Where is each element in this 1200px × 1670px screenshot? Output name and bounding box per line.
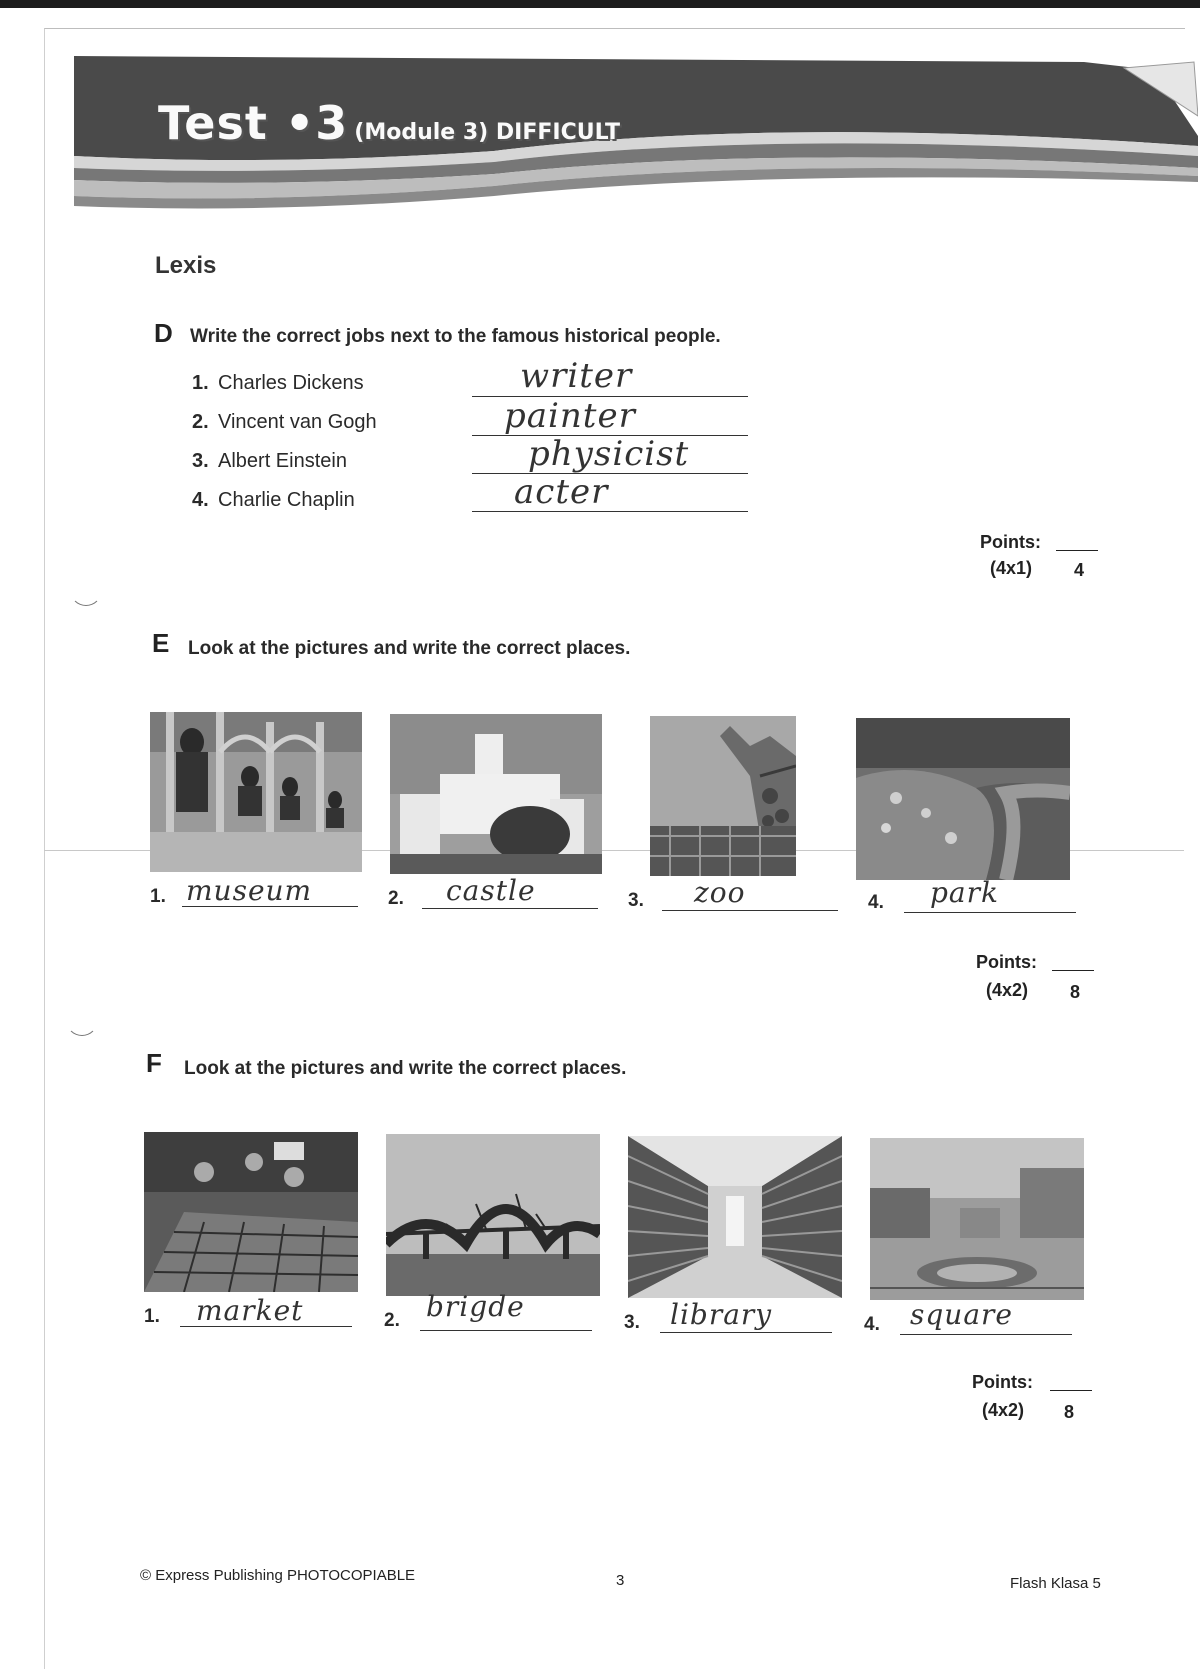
item-number: 3. [628,890,644,911]
square-photo [870,1138,1084,1300]
section-f-letter: F [146,1048,162,1078]
test-subtitle: (Module 3) DIFFICULT [354,120,620,145]
points-label: Points: [976,952,1037,972]
handwritten-answer: brigde [426,1290,525,1323]
section-d-item-2 [192,411,377,434]
handwritten-answer: physicist [528,434,690,474]
giraffe-photo [650,716,796,876]
handwritten-answer: castle [446,874,536,907]
points-score: 8 [1070,982,1081,1002]
handwritten-answer: zoo [694,876,746,909]
answer-line[interactable] [904,912,1076,913]
item-number: 4. [192,489,209,511]
points-label: Points: [972,1372,1033,1392]
section-e-letter: E [152,628,170,658]
person-name: Vincent van Gogh [218,411,377,433]
test-header-banner [74,56,1198,226]
bridge-photo [386,1134,600,1296]
answer-line[interactable] [662,910,838,911]
person-name: Charlie Chaplin [218,489,355,511]
item-number: 4. [868,892,884,913]
points-calc: (4x2) [986,980,1029,1000]
item-number: 4. [864,1314,880,1335]
points-score: 4 [1074,560,1085,580]
item-number: 3. [192,450,209,472]
answer-line[interactable] [422,908,598,909]
answer-line[interactable] [660,1332,832,1333]
section-d-letter: D [154,318,173,348]
section-d-item-4 [192,489,355,512]
market-photo [144,1132,358,1292]
points-blank [1050,1390,1092,1391]
museum-photo [150,712,362,872]
handwritten-answer: writer [520,356,633,396]
answer-line[interactable] [420,1330,592,1331]
item-number: 2. [192,411,209,433]
page-number: 3 [616,1572,625,1589]
item-number: 2. [384,1310,400,1331]
points-blank [1052,970,1094,971]
item-number: 1. [150,886,166,907]
item-number: 2. [388,888,404,909]
footer-course: Flash Klasa 5 [1010,1575,1101,1592]
section-d-instruction: Write the correct jobs next to the famous historical people. [190,326,721,347]
item-number: 1. [192,372,209,394]
handwritten-answer: park [930,876,999,909]
section-e-instruction: Look at the pictures and write the correct places. [188,638,631,659]
points-calc: (4x2) [982,1400,1025,1420]
library-photo [628,1136,842,1298]
scan-top-edge [0,0,1200,8]
points-blank [1056,550,1098,551]
handwritten-answer: market [196,1294,304,1327]
answer-line[interactable] [900,1334,1072,1335]
item-number: 3. [624,1312,640,1333]
footer-copyright: © Express Publishing PHOTOCOPIABLE [140,1567,416,1584]
section-f-instruction: Look at the pictures and write the correct places. [184,1058,627,1079]
person-name: Albert Einstein [218,450,347,472]
points-score: 8 [1064,1402,1075,1422]
handwritten-answer: acter [514,472,609,512]
test-title [158,96,620,150]
section-d-item-3 [192,450,347,473]
handwritten-answer: museum [186,874,313,907]
handwritten-answer: painter [504,396,636,436]
park-photo [856,718,1070,880]
castle-photo [390,714,602,874]
lexis-heading: Lexis [155,252,217,279]
item-number: 1. [144,1306,160,1327]
handwritten-answer: square [910,1298,1013,1331]
points-calc: (4x1) [990,558,1033,578]
person-name: Charles Dickens [218,372,364,394]
points-label: Points: [980,532,1041,552]
test-number: Test •3 [158,96,349,150]
handwritten-answer: library [670,1298,773,1331]
section-d-item-1 [192,372,364,395]
